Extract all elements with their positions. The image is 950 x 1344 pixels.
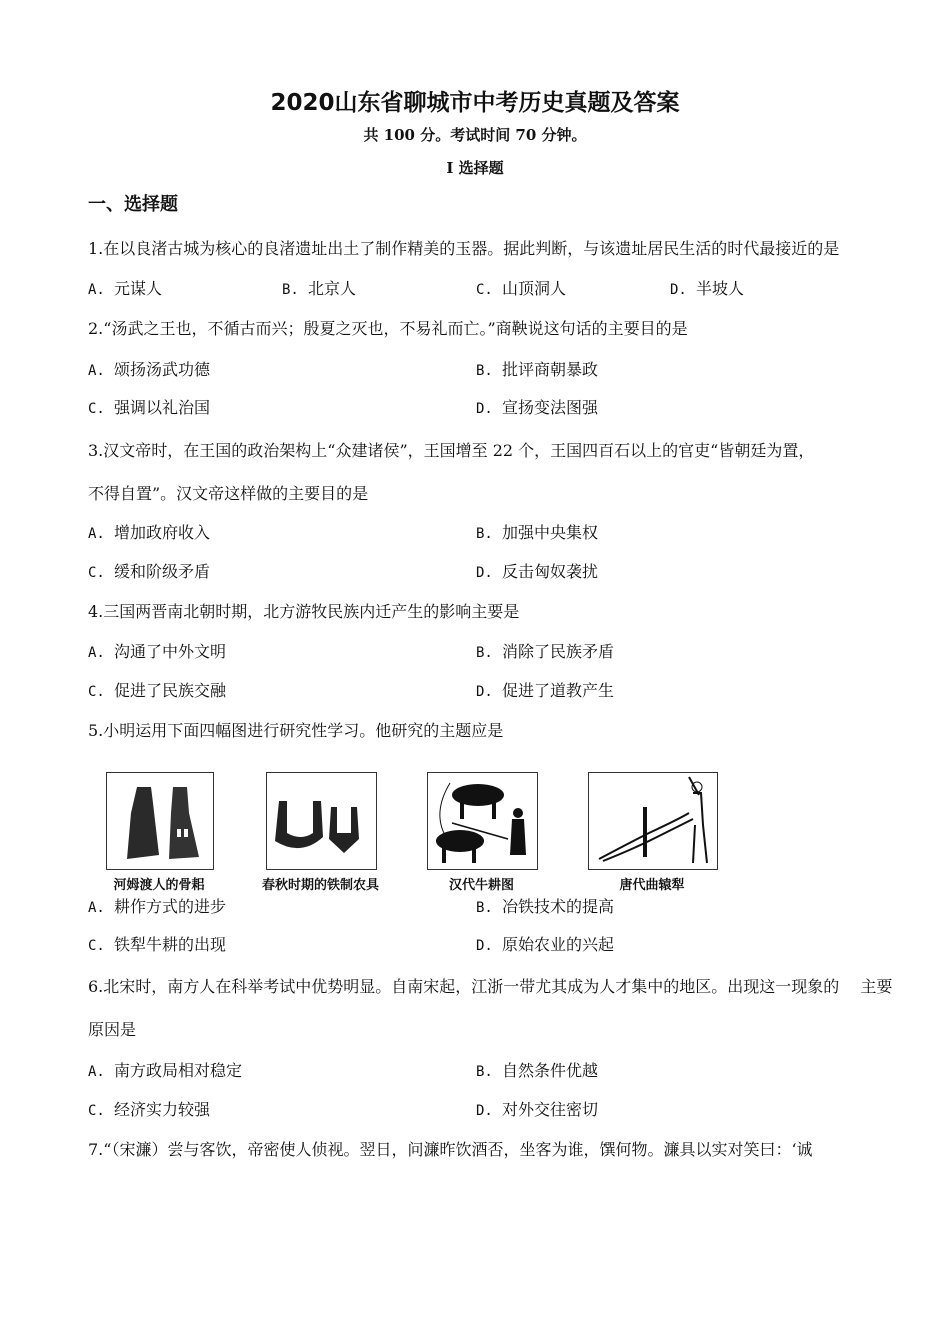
figure-curved-plow (588, 772, 718, 870)
exam-info: 共 100 分。考试时间 70 分钟。 (363, 126, 587, 144)
q4-option-c: C. 促进了民族交融 (88, 681, 227, 700)
figure-iron-tools (266, 772, 377, 870)
q3-option-a: A. 增加政府收入 (88, 523, 211, 542)
figure-caption-2: 春秋时期的铁制农具 (261, 878, 379, 893)
q5-option-a: A. 耕作方式的进步 (88, 897, 227, 916)
q6-option-b: B. 自然条件优越 (476, 1061, 599, 1080)
question-3-stem: 3.汉文帝时，在王国的政治架构上“众建诸侯”，王国增至 22 个，王国四百石以上的官吏“皆朝廷为置， (88, 441, 815, 460)
q4-option-a: A. 沟通了中外文明 (88, 642, 227, 661)
q2-option-a: A. 颂扬汤武功德 (88, 360, 211, 379)
question-2-stem: 2.“汤武之王也，不循古而兴；殷夏之灭也，不易礼而亡。”商鞅说这句话的主要目的是 (88, 319, 688, 338)
question-4-stem: 4.三国两晋南北朝时期，北方游牧民族内迁产生的影响主要是 (88, 602, 520, 621)
question-5-stem: 5.小明运用下面四幅图进行研究性学习。他研究的主题应是 (88, 721, 504, 740)
q6-option-c: C. 经济实力较强 (88, 1100, 211, 1119)
q1-option-b: B. 北京人 (282, 279, 357, 298)
q5-option-d: D. 原始农业的兴起 (476, 935, 615, 954)
q2-option-c: C. 强调以礼治国 (88, 398, 211, 417)
q3-option-c: C. 缓和阶级矛盾 (88, 562, 211, 581)
q6-option-d: D. 对外交往密切 (476, 1100, 599, 1119)
part-heading: I 选择题 (446, 159, 504, 177)
q3-option-d: D. 反击匈奴袭扰 (476, 562, 599, 581)
q5-option-c: C. 铁犁牛耕的出现 (88, 935, 227, 954)
q2-option-b: B. 批评商朝暴政 (476, 360, 599, 379)
figure-caption-4: 唐代曲辕犁 (619, 878, 685, 893)
page-title: 2020山东省聊城市中考历史真题及答案 (270, 90, 680, 116)
q3-option-b: B. 加强中央集权 (476, 523, 599, 542)
q5-option-b: B. 冶铁技术的提高 (476, 897, 615, 916)
q1-option-c: C. 山顶洞人 (476, 279, 567, 298)
question-6-stem-cont: 原因是 (88, 1020, 137, 1039)
figure-ox-plowing (427, 772, 538, 870)
q4-option-b: B. 消除了民族矛盾 (476, 642, 615, 661)
q6-option-a: A. 南方政局相对稳定 (88, 1061, 243, 1080)
q1-option-d: D. 半坡人 (670, 279, 745, 298)
question-6-stem: 6.北宋时，南方人在科举考试中优势明显。自南宋起，江浙一带尤其成为人才集中的地区。出现这一现象的 主要 (88, 977, 893, 996)
question-1-stem: 1.在以良渚古城为核心的良渚遗址出土了制作精美的玉器。据此判断，与该遗址居民生活的时代最接近的是 (88, 239, 840, 258)
section-heading: 一、选择题 (88, 194, 178, 215)
question-3-stem-cont: 不得自置”。汉文帝这样做的主要目的是 (88, 484, 369, 503)
q4-option-d: D. 促进了道教产生 (476, 681, 615, 700)
question-7-stem: 7.“（宋濂）尝与客饮，帝密使人侦视。翌日，问濂昨饮酒否，坐客为谁，馔何物。濂具以实对笑曰：‘诚 (88, 1140, 813, 1159)
figure-caption-1: 河姆渡人的骨耜 (113, 878, 205, 893)
figure-bone-spade (106, 772, 214, 870)
figure-caption-3: 汉代牛耕图 (448, 878, 514, 893)
q1-option-a: A. 元谋人 (88, 279, 163, 298)
q2-option-d: D. 宣扬变法图强 (476, 398, 599, 417)
